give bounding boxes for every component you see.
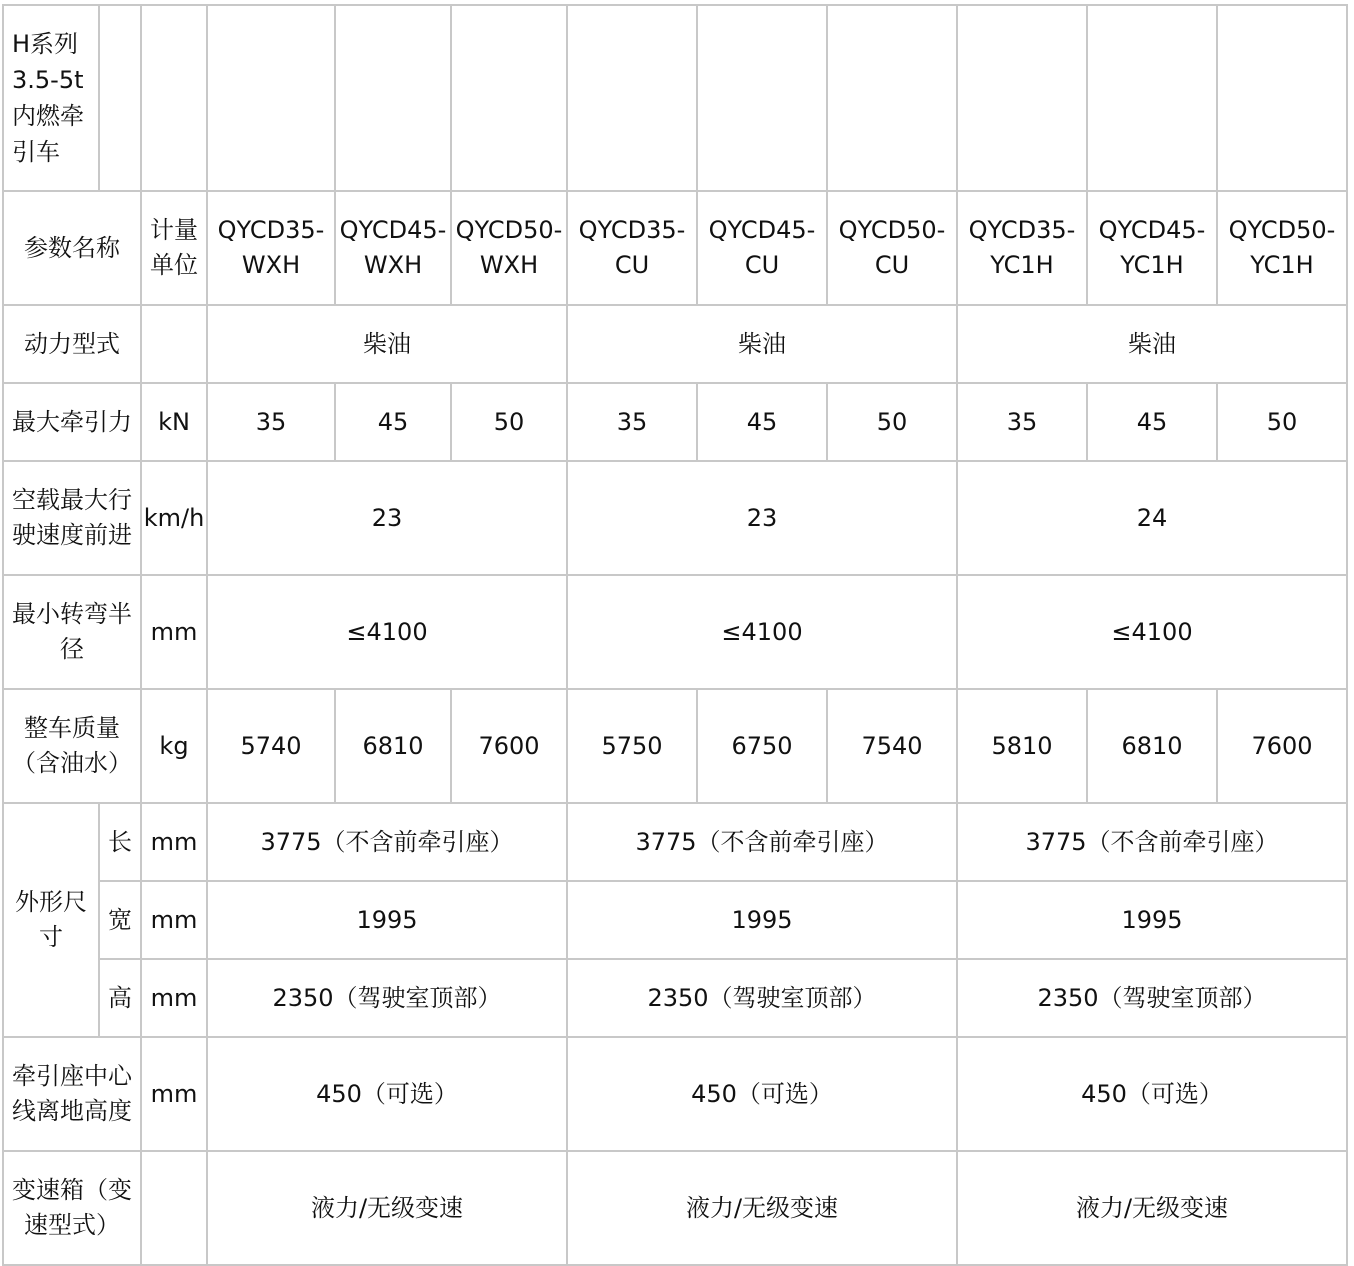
- group-value: 液力/无级变速: [567, 1151, 957, 1265]
- value-cell: 7600: [1217, 689, 1347, 803]
- table-row: [3, 689, 1347, 803]
- row-label: 空载最大行驶速度前进: [3, 461, 141, 575]
- sub-label: 高: [99, 959, 141, 1037]
- table-row: [3, 383, 1347, 461]
- unit-cell: mm: [141, 803, 207, 881]
- group-value: 柴油: [957, 305, 1347, 383]
- value-cell: 50: [1217, 383, 1347, 461]
- empty-cell: [207, 5, 335, 191]
- empty-cell: [957, 5, 1087, 191]
- empty-cell: [1087, 5, 1217, 191]
- group-value: 3775（不含前牵引座）: [567, 803, 957, 881]
- model-header: QYCD45-WXH: [335, 191, 451, 305]
- group-value: 23: [567, 461, 957, 575]
- group-value: 1995: [957, 881, 1347, 959]
- unit-cell: mm: [141, 575, 207, 689]
- unit-cell: kg: [141, 689, 207, 803]
- spec-table: [2, 4, 1348, 1266]
- empty-cell: [451, 5, 567, 191]
- group-value: 3775（不含前牵引座）: [207, 803, 567, 881]
- value-cell: 5810: [957, 689, 1087, 803]
- group-value: 2350（驾驶室顶部）: [957, 959, 1347, 1037]
- group-value: ≤4100: [567, 575, 957, 689]
- empty-cell: [99, 5, 141, 191]
- sub-label: 宽: [99, 881, 141, 959]
- unit-cell: kN: [141, 383, 207, 461]
- group-value: 450（可选）: [957, 1037, 1347, 1151]
- dimensions-label: 外形尺寸: [3, 803, 99, 1037]
- model-header: QYCD35-YC1H: [957, 191, 1087, 305]
- table-row: [3, 881, 1347, 959]
- group-value: 3775（不含前牵引座）: [957, 803, 1347, 881]
- group-value: 23: [207, 461, 567, 575]
- value-cell: 7600: [451, 689, 567, 803]
- value-cell: 6750: [697, 689, 827, 803]
- group-value: 1995: [207, 881, 567, 959]
- value-cell: 50: [827, 383, 957, 461]
- row-label: 牵引座中心线离地高度: [3, 1037, 141, 1151]
- model-header: QYCD50-CU: [827, 191, 957, 305]
- row-label: 变速箱（变速型式）: [3, 1151, 141, 1265]
- unit-cell: mm: [141, 881, 207, 959]
- value-cell: 35: [957, 383, 1087, 461]
- sub-label: 长: [99, 803, 141, 881]
- value-cell: 45: [1087, 383, 1217, 461]
- model-header: QYCD45-YC1H: [1087, 191, 1217, 305]
- empty-cell: [567, 5, 697, 191]
- header-row: [3, 191, 1347, 305]
- value-cell: 5740: [207, 689, 335, 803]
- model-header: QYCD50-YC1H: [1217, 191, 1347, 305]
- value-cell: 6810: [1087, 689, 1217, 803]
- group-value: ≤4100: [957, 575, 1347, 689]
- empty-cell: [1217, 5, 1347, 191]
- param-name-header: 参数名称: [3, 191, 141, 305]
- value-cell: 45: [697, 383, 827, 461]
- value-cell: 35: [207, 383, 335, 461]
- unit-header: 计量单位: [141, 191, 207, 305]
- group-value: 柴油: [567, 305, 957, 383]
- value-cell: 50: [451, 383, 567, 461]
- group-value: 2350（驾驶室顶部）: [567, 959, 957, 1037]
- table-row: [3, 1151, 1347, 1265]
- group-value: 450（可选）: [567, 1037, 957, 1151]
- empty-cell: [827, 5, 957, 191]
- model-header: QYCD50-WXH: [451, 191, 567, 305]
- group-value: ≤4100: [207, 575, 567, 689]
- group-value: 450（可选）: [207, 1037, 567, 1151]
- value-cell: 45: [335, 383, 451, 461]
- group-value: 柴油: [207, 305, 567, 383]
- table-row: [3, 461, 1347, 575]
- group-value: 1995: [567, 881, 957, 959]
- table-row: [3, 959, 1347, 1037]
- model-header: QYCD35-WXH: [207, 191, 335, 305]
- unit-cell: km/h: [141, 461, 207, 575]
- row-label: 动力型式: [3, 305, 141, 383]
- title-row: [3, 5, 1347, 191]
- row-label: 最小转弯半径: [3, 575, 141, 689]
- row-label: 最大牵引力: [3, 383, 141, 461]
- value-cell: 35: [567, 383, 697, 461]
- model-header: QYCD35-CU: [567, 191, 697, 305]
- group-value: 24: [957, 461, 1347, 575]
- table-row: [3, 803, 1347, 881]
- empty-cell: [141, 5, 207, 191]
- empty-cell: [697, 5, 827, 191]
- unit-cell: [141, 305, 207, 383]
- unit-cell: mm: [141, 1037, 207, 1151]
- group-value: 液力/无级变速: [207, 1151, 567, 1265]
- empty-cell: [335, 5, 451, 191]
- table-title: H系列3.5-5t内燃牵引车: [3, 5, 99, 191]
- value-cell: 5750: [567, 689, 697, 803]
- group-value: 2350（驾驶室顶部）: [207, 959, 567, 1037]
- model-header: QYCD45-CU: [697, 191, 827, 305]
- value-cell: 6810: [335, 689, 451, 803]
- table-row: [3, 305, 1347, 383]
- value-cell: 7540: [827, 689, 957, 803]
- table-row: [3, 575, 1347, 689]
- unit-cell: mm: [141, 959, 207, 1037]
- unit-cell: [141, 1151, 207, 1265]
- row-label: 整车质量（含油水）: [3, 689, 141, 803]
- table-row: [3, 1037, 1347, 1151]
- group-value: 液力/无级变速: [957, 1151, 1347, 1265]
